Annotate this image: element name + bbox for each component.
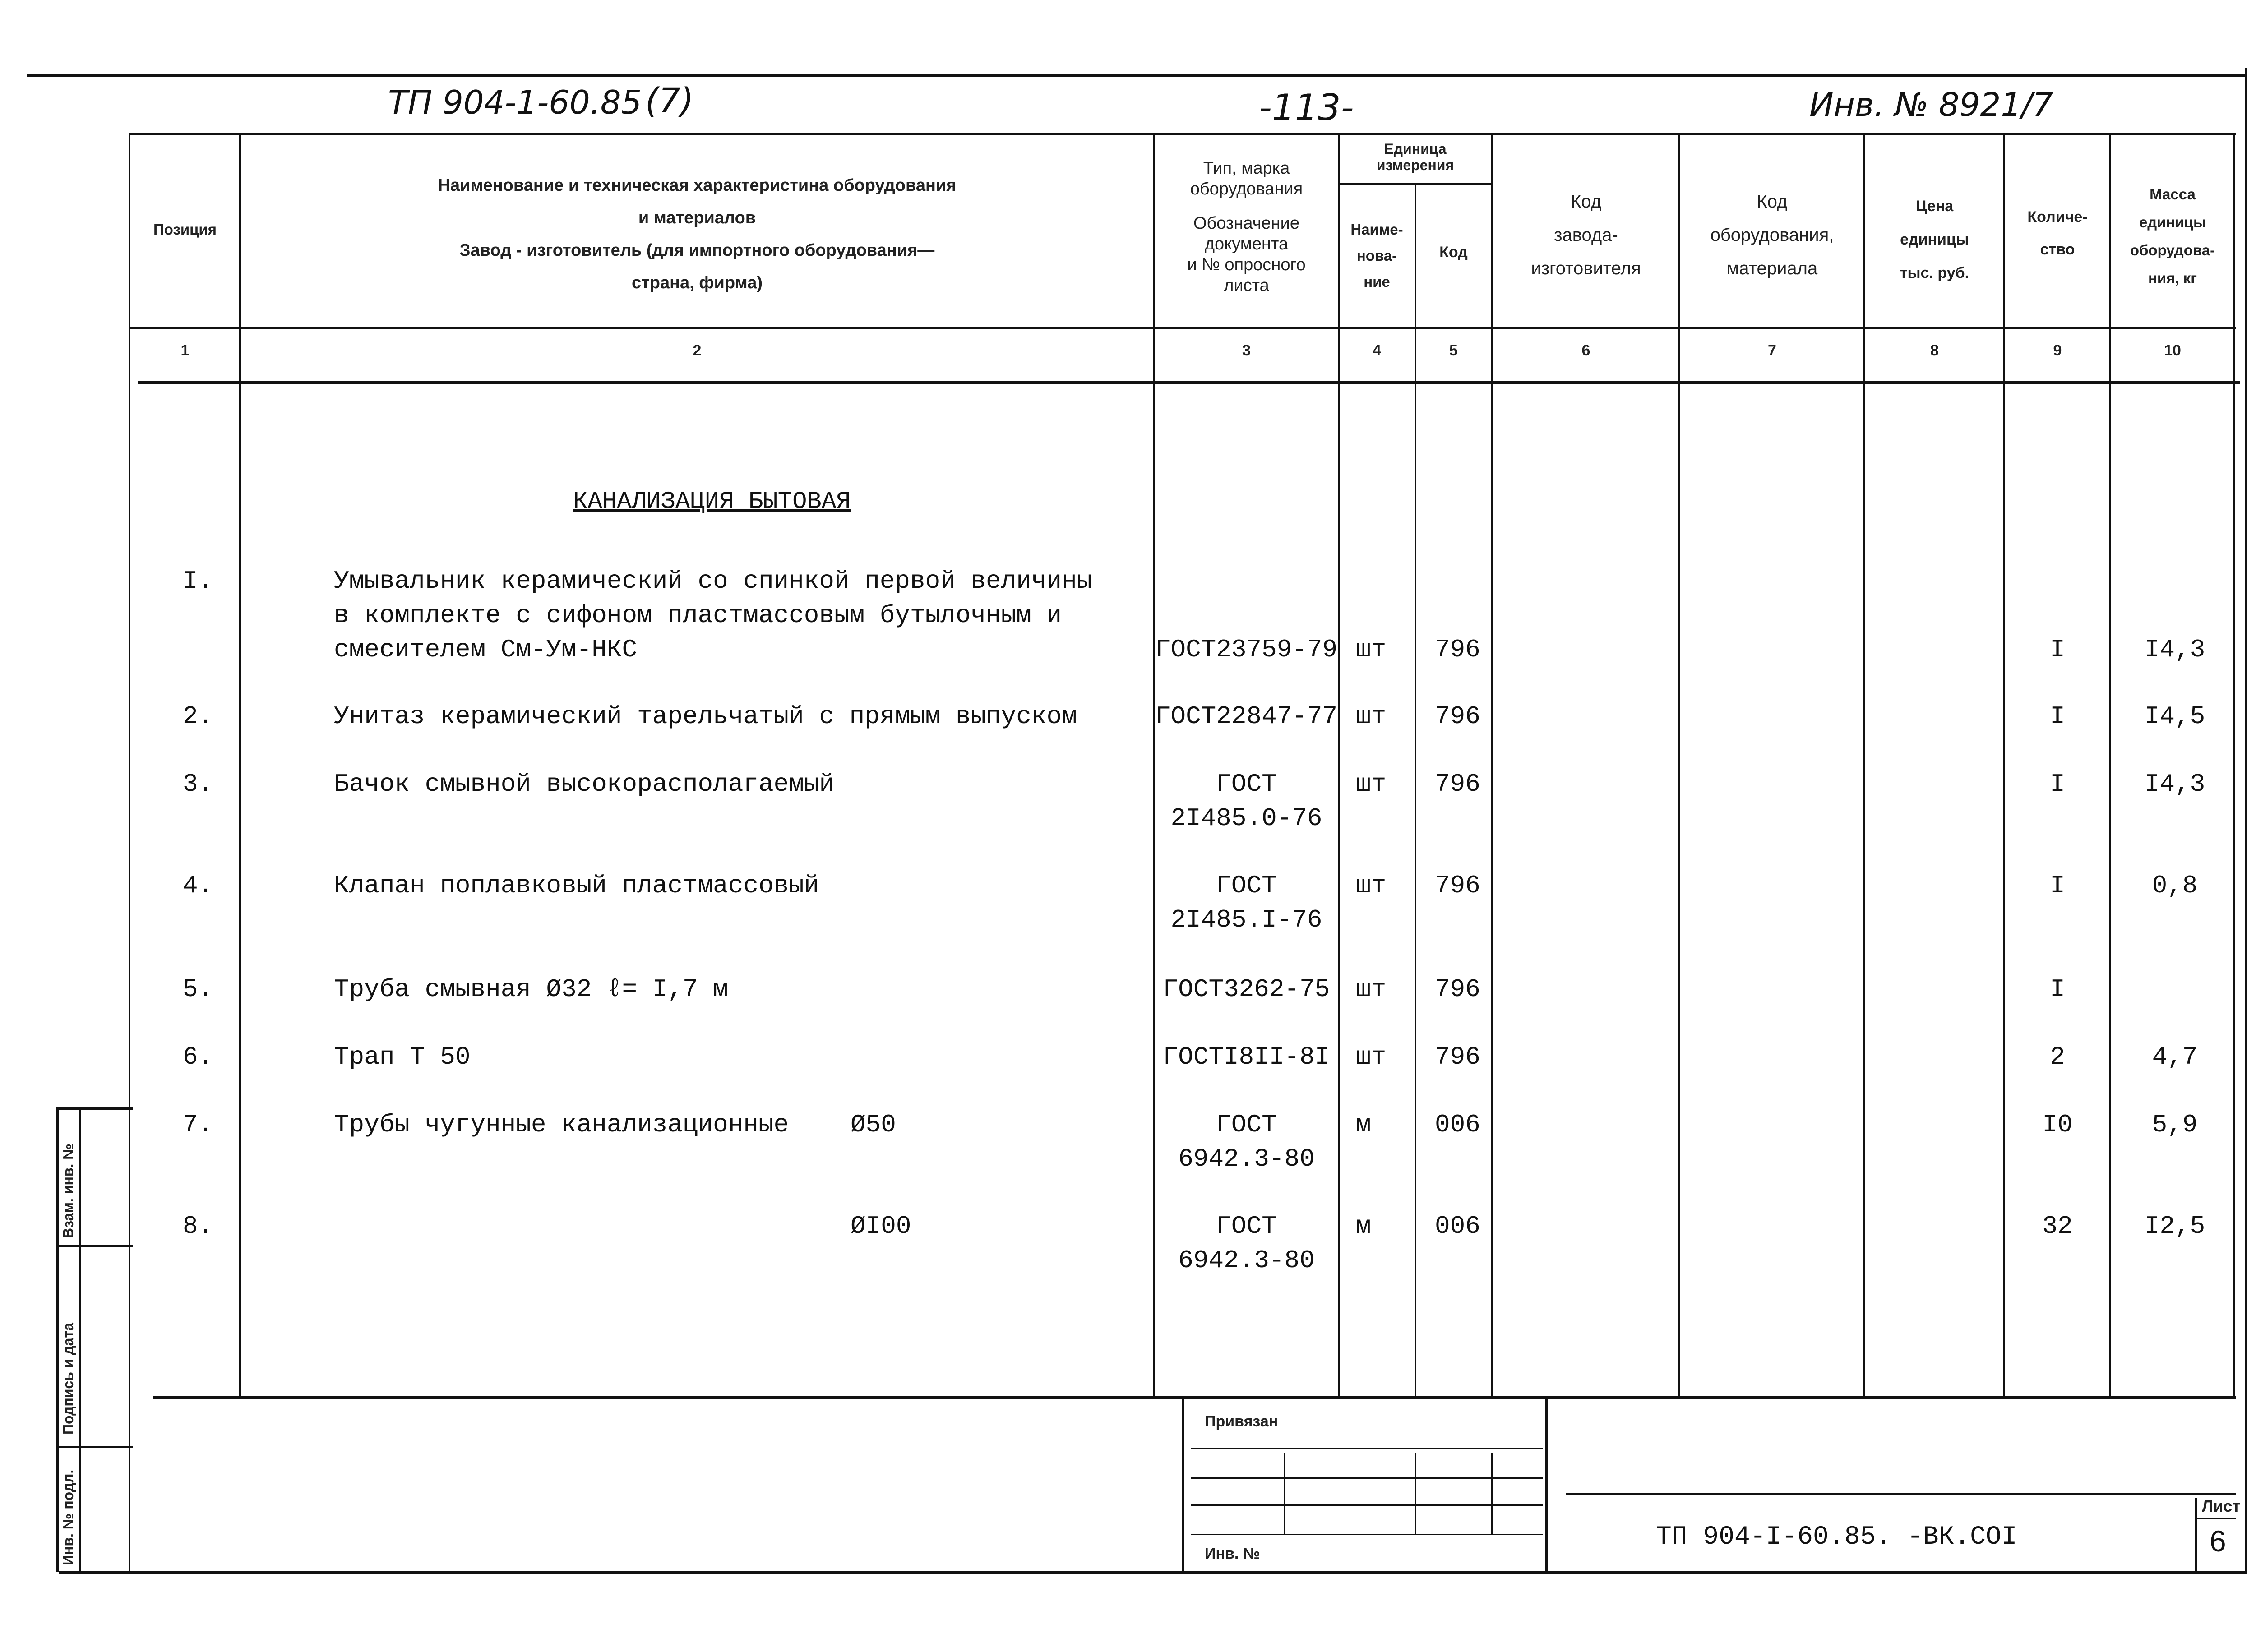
row-4-doc: ГОСТ 2I485.I-76 bbox=[1170, 871, 1322, 934]
header-col-7: Код оборудования, материала bbox=[1710, 192, 1834, 278]
header-col-10: Масса единицы оборудова- ния, кг bbox=[2130, 186, 2215, 286]
row-2-pos: 2. bbox=[183, 702, 213, 731]
row-5-qty: I bbox=[2050, 975, 2065, 1004]
side-line-sep2 bbox=[56, 1446, 133, 1448]
col-line-5 bbox=[1491, 133, 1493, 1396]
col-line-1 bbox=[239, 133, 241, 1396]
col-line-2 bbox=[1153, 133, 1155, 1396]
project-code: ТП 904-1-60.85 bbox=[388, 83, 642, 121]
side-line-outer bbox=[56, 1107, 59, 1572]
row-3-doc: ГОСТ 2I485.0-76 bbox=[1170, 770, 1322, 833]
sheet-box-line bbox=[2195, 1518, 2236, 1519]
table-top-line bbox=[129, 133, 2236, 135]
stamp-grid-vline-1 bbox=[1284, 1453, 1285, 1534]
doc-code-line bbox=[1566, 1493, 2236, 1495]
page-number: -113- bbox=[1259, 87, 1354, 129]
row-7-name: Трубы чугунные канализационные bbox=[334, 1110, 789, 1139]
row-6-doc: ГОСТI8II-8I bbox=[1163, 1043, 1330, 1071]
row-5-pos: 5. bbox=[183, 975, 213, 1004]
stamp-top-line bbox=[153, 1396, 2236, 1399]
colnum-2: 2 bbox=[693, 342, 702, 359]
colnum-9: 9 bbox=[2053, 342, 2062, 359]
colnum-10: 10 bbox=[2164, 342, 2181, 359]
side-label-inv-podl: Инв. № подл. bbox=[60, 1469, 76, 1565]
header-col-1: Позиция bbox=[153, 221, 217, 238]
row-2-name: Унитаз керамический тарельчатый с прямым выпуском bbox=[334, 702, 1077, 731]
stamp-grid-line-2 bbox=[1191, 1477, 1543, 1479]
row-6-mass: 4,7 bbox=[2152, 1043, 2198, 1071]
sheet-box-left bbox=[2195, 1498, 2197, 1572]
row-7-doc: ГОСТ 6942.3-80 bbox=[1178, 1110, 1315, 1173]
col-line-10 bbox=[2233, 133, 2235, 1396]
side-label-signature: Подпись и дата bbox=[60, 1323, 76, 1435]
row-4-qty: I bbox=[2050, 871, 2065, 900]
col-line-7 bbox=[1863, 133, 1865, 1396]
row-6-pos: 6. bbox=[183, 1043, 213, 1071]
doc-code: ТП 904-I-60.85. -ВК.СОI bbox=[1656, 1523, 2017, 1552]
row-1-pos: I. bbox=[183, 567, 213, 595]
row-6-name: Трап Т 50 bbox=[334, 1043, 471, 1071]
header-col-3: Тип, марка оборудования Обозначение документа и № опросного листа bbox=[1187, 159, 1306, 295]
stamp-grid-line-4 bbox=[1191, 1534, 1543, 1535]
colnum-8: 8 bbox=[1930, 342, 1939, 359]
row-7-code: 006 bbox=[1435, 1110, 1480, 1139]
row-1-unit: шт bbox=[1356, 635, 1387, 664]
col-line-6 bbox=[1678, 133, 1680, 1396]
stamp-grid-line-3 bbox=[1191, 1504, 1543, 1506]
row-4-name: Клапан поплавковый пластмассовый bbox=[334, 871, 819, 900]
frame-right-line bbox=[2245, 68, 2247, 1574]
stamp-grid-vline-2 bbox=[1415, 1453, 1416, 1534]
row-1-name: Умывальник керамический со спинкой первой величины в комплекте с сифоном пластмассовым бутылочным и смесителем См-Ум-НКС bbox=[334, 567, 1092, 664]
row-8-unit: м bbox=[1356, 1212, 1371, 1241]
row-3-unit: шт bbox=[1356, 770, 1387, 798]
inventory-number: Инв. № 8921/7 bbox=[1809, 86, 2053, 124]
header-col-8: Цена единицы тыс. руб. bbox=[1900, 198, 1969, 281]
col-line-8 bbox=[2003, 133, 2005, 1396]
colnum-3: 3 bbox=[1242, 342, 1251, 359]
row-6-code: 796 bbox=[1435, 1043, 1480, 1071]
section-title: КАНАЛИЗАЦИЯ БЫТОВАЯ bbox=[573, 488, 851, 516]
row-5-code: 796 bbox=[1435, 975, 1480, 1004]
colnum-1: 1 bbox=[180, 342, 190, 359]
row-7-unit: м bbox=[1356, 1110, 1371, 1139]
row-8-code: 006 bbox=[1435, 1212, 1480, 1241]
colnum-4: 4 bbox=[1373, 342, 1381, 359]
frame-bottom-line bbox=[59, 1571, 2247, 1574]
header-unit-group: Единица измерения bbox=[1376, 141, 1454, 173]
row-5-name: Труба смывная Ø32 ℓ= I,7 м bbox=[334, 975, 728, 1004]
row-4-mass: 0,8 bbox=[2152, 871, 2198, 900]
row-3-qty: I bbox=[2050, 770, 2065, 798]
side-line-top bbox=[56, 1107, 133, 1110]
row-8-mass: I2,5 bbox=[2144, 1212, 2205, 1241]
row-7-diameter: Ø50 bbox=[851, 1110, 896, 1139]
row-3-name: Бачок смывной высокорасполагаемый bbox=[334, 770, 834, 798]
row-8-doc: ГОСТ 6942.3-80 bbox=[1178, 1212, 1315, 1275]
row-2-code: 796 bbox=[1435, 702, 1480, 731]
colnum-6: 6 bbox=[1581, 342, 1590, 359]
project-part: (7) bbox=[645, 80, 694, 120]
col-line-9 bbox=[2109, 133, 2111, 1396]
row-8-diameter: ØI00 bbox=[851, 1212, 911, 1241]
row-2-doc: ГОСТ22847-77 bbox=[1155, 702, 1338, 731]
colnum-7: 7 bbox=[1768, 342, 1776, 359]
header-col-9: Количе- ство bbox=[2027, 208, 2088, 258]
sheet-number: 6 bbox=[2210, 1524, 2226, 1558]
row-8-pos: 8. bbox=[183, 1212, 213, 1241]
row-2-mass: I4,5 bbox=[2144, 702, 2205, 731]
row-6-qty: 2 bbox=[2050, 1043, 2065, 1071]
sheet-label: Лист bbox=[2202, 1497, 2241, 1515]
col-line-0 bbox=[129, 133, 130, 1572]
header-col-2: Наименование и техническая характеристина оборудования и материалов Завод - изготовитель (для импортного оборудования— страна, фирма) bbox=[438, 176, 957, 292]
row-1-mass: I4,3 bbox=[2144, 635, 2205, 664]
header-col-5: Код bbox=[1439, 244, 1468, 261]
side-line-sep1 bbox=[56, 1245, 133, 1247]
row-6-unit: шт bbox=[1356, 1043, 1387, 1071]
side-line-inner bbox=[79, 1107, 81, 1572]
side-label-vzam-inv: Взам. инв. № bbox=[60, 1144, 76, 1238]
row-1-doc: ГОСТ23759-79 bbox=[1155, 635, 1338, 664]
frame-top-line bbox=[27, 74, 2247, 77]
stamp-mid-line bbox=[1545, 1396, 1548, 1572]
row-3-mass: I4,3 bbox=[2144, 770, 2205, 798]
stamp-grid-vline-3 bbox=[1491, 1453, 1493, 1534]
col-line-4 bbox=[1415, 183, 1416, 1396]
row-4-pos: 4. bbox=[183, 871, 213, 900]
row-3-pos: 3. bbox=[183, 770, 213, 798]
row-1-code: 796 bbox=[1435, 635, 1480, 664]
col-line-3 bbox=[1338, 133, 1340, 1396]
row-5-unit: шт bbox=[1356, 975, 1387, 1004]
privyazan-label: Привязан bbox=[1205, 1413, 1278, 1430]
row-5-doc: ГОСТ3262-75 bbox=[1163, 975, 1330, 1004]
stamp-left-line bbox=[1182, 1396, 1184, 1572]
inv-no-label: Инв. № bbox=[1205, 1545, 1260, 1562]
row-7-qty: I0 bbox=[2042, 1110, 2073, 1139]
colnum-5: 5 bbox=[1449, 342, 1458, 359]
row-2-qty: I bbox=[2050, 702, 2065, 731]
row-4-unit: шт bbox=[1356, 871, 1387, 900]
row-7-mass: 5,9 bbox=[2152, 1110, 2198, 1139]
colnum-bottom-line bbox=[138, 381, 2240, 384]
header-col-6: Код завода- изготовителя bbox=[1531, 192, 1641, 278]
row-7-pos: 7. bbox=[183, 1110, 213, 1139]
header-bottom-line bbox=[129, 327, 2236, 329]
row-1-qty: I bbox=[2050, 635, 2065, 664]
stamp-grid-line-1 bbox=[1191, 1448, 1543, 1449]
row-8-qty: 32 bbox=[2042, 1212, 2073, 1241]
row-3-code: 796 bbox=[1435, 770, 1480, 798]
header-col-4: Наиме- нова- ние bbox=[1350, 221, 1403, 290]
row-4-code: 796 bbox=[1435, 871, 1480, 900]
row-2-unit: шт bbox=[1356, 702, 1387, 731]
